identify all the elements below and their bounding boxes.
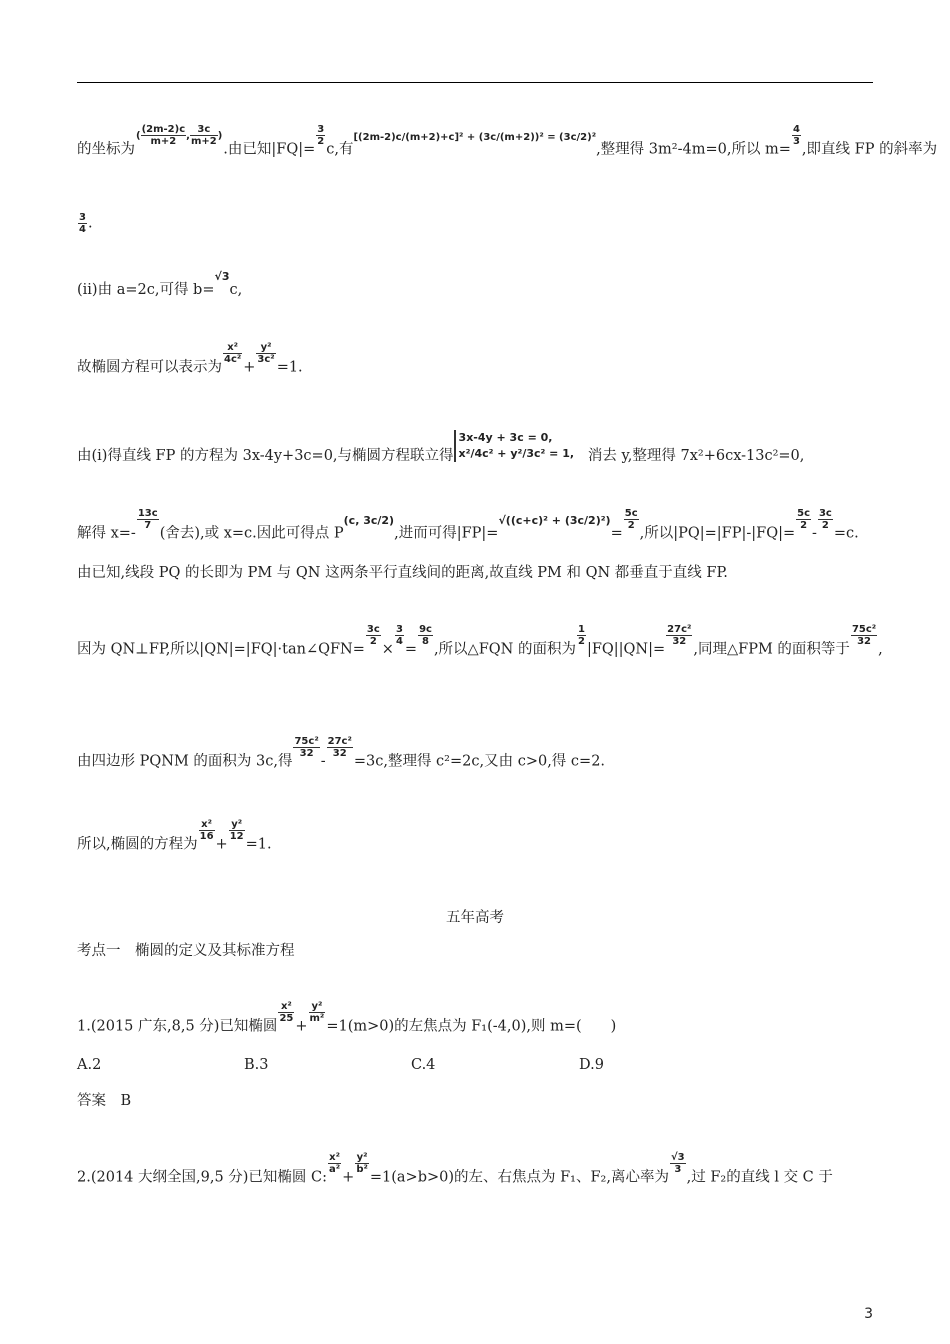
solution-line-7: 由已知,线段 PQ 的长即为 PM 与 QN 这两条平行直线间的距离,故直线 PM 和 QN 都垂直于直线 FP. bbox=[77, 565, 728, 581]
fraction bbox=[670, 1152, 686, 1175]
numerator: 75c² bbox=[294, 736, 319, 747]
choice-d: D.9 bbox=[579, 1057, 604, 1073]
solution-line-6 bbox=[77, 508, 859, 545]
equation-system bbox=[454, 430, 575, 462]
numerator: 27c² bbox=[667, 624, 692, 635]
numerator: 4 bbox=[792, 124, 800, 135]
fraction bbox=[293, 736, 319, 759]
choice-a: A.2 bbox=[77, 1057, 102, 1073]
fraction bbox=[395, 624, 404, 647]
fraction bbox=[256, 342, 275, 365]
denominator: m+2 bbox=[150, 136, 177, 147]
denominator: 16 bbox=[199, 831, 214, 842]
text: - bbox=[320, 753, 326, 770]
denominator: 25 bbox=[279, 1013, 294, 1024]
text: ,同理△FPM 的面积等于 bbox=[693, 641, 850, 658]
numerator: x² bbox=[278, 1001, 294, 1013]
solution-line-4 bbox=[77, 342, 303, 379]
fraction bbox=[418, 624, 433, 647]
fraction: ( $\frac{(2m-2)c}{m+2}$ , $\frac{3c}{m+2}$ ) bbox=[136, 124, 223, 147]
text: × bbox=[381, 641, 394, 658]
text: =1. bbox=[276, 359, 303, 376]
denominator: 2 bbox=[800, 520, 808, 531]
fraction bbox=[624, 508, 639, 531]
text: 1.(2015 广东,8,5 分)已知椭圆 bbox=[77, 1018, 278, 1035]
fraction bbox=[137, 508, 159, 531]
numerator: x² bbox=[223, 342, 242, 354]
text: ,进而可得|FP|= bbox=[394, 525, 499, 542]
denominator: 32 bbox=[299, 748, 314, 759]
text: c,有 bbox=[326, 141, 354, 158]
fraction bbox=[577, 624, 586, 647]
fraction bbox=[366, 624, 381, 647]
text: , bbox=[878, 641, 883, 658]
fraction bbox=[199, 819, 215, 842]
text: + bbox=[342, 1169, 355, 1186]
text: .由已知|FQ|= bbox=[223, 141, 316, 158]
point-expression: (c, 3c/2) bbox=[343, 513, 395, 527]
numerator: 13c bbox=[137, 508, 158, 519]
text: =3c,整理得 c²=2c,又由 c>0,得 c=2. bbox=[353, 753, 606, 770]
text: + bbox=[243, 359, 256, 376]
numerator: y² bbox=[356, 1152, 368, 1163]
fraction bbox=[796, 508, 811, 531]
solution-line-9 bbox=[77, 736, 606, 773]
numerator: 5c bbox=[624, 508, 638, 519]
text: - bbox=[812, 525, 817, 542]
denominator: 3 bbox=[792, 136, 800, 147]
fraction bbox=[278, 1001, 294, 1024]
equation: x²/4c² + y²/3c² = 1, bbox=[458, 447, 575, 460]
text: 所以,椭圆的方程为 bbox=[77, 836, 198, 853]
denominator: 8 bbox=[422, 636, 429, 647]
fraction bbox=[328, 1152, 341, 1175]
denominator: 32 bbox=[332, 748, 347, 759]
fraction bbox=[851, 624, 877, 647]
solution-line-3 bbox=[77, 270, 243, 301]
numerator: y² bbox=[309, 1001, 326, 1013]
text: 由四边形 PQNM 的面积为 3c,得 bbox=[77, 753, 293, 770]
text: =1. bbox=[245, 836, 272, 853]
denominator: 32 bbox=[672, 636, 687, 647]
denominator: 4 bbox=[79, 224, 86, 235]
numerator: y² bbox=[256, 342, 275, 354]
denominator: 32 bbox=[857, 636, 872, 647]
numerator: 9c bbox=[419, 624, 432, 635]
solution-line-1 bbox=[77, 124, 938, 162]
solution-line-10 bbox=[77, 819, 272, 856]
denominator: 4c² bbox=[224, 354, 242, 365]
denominator: m² bbox=[309, 1013, 325, 1024]
numerator: 3 bbox=[317, 124, 325, 135]
section-title: 五年高考 bbox=[446, 910, 504, 926]
fraction bbox=[309, 1001, 326, 1024]
text: 解得 x=- bbox=[77, 525, 136, 542]
question-2 bbox=[77, 1152, 833, 1189]
question-1 bbox=[77, 1001, 617, 1038]
denominator: a² bbox=[329, 1164, 341, 1175]
numerator: 3c bbox=[366, 624, 380, 635]
text: =1(a>b>0)的左、右焦点为 F₁、F₂,离心率为 bbox=[369, 1169, 669, 1186]
text: . bbox=[87, 215, 93, 232]
fraction bbox=[818, 508, 833, 531]
numerator: x² bbox=[199, 819, 215, 831]
text: |FQ||QN|= bbox=[586, 641, 666, 658]
fraction bbox=[792, 124, 801, 147]
equation: 3x-4y + 3c = 0, bbox=[458, 431, 553, 444]
text: 因为 QN⊥FP,所以|QN|=|FQ|·tan∠QFN= bbox=[77, 641, 365, 658]
numerator: 27c² bbox=[327, 736, 352, 747]
sqrt-expression: √((c+c)² + (3c/2)²) bbox=[498, 513, 611, 527]
text: 故椭圆方程可以表示为 bbox=[77, 359, 222, 376]
numerator: 3 bbox=[79, 212, 86, 223]
text: 的坐标为 bbox=[77, 141, 135, 158]
numerator: (2m-2)c bbox=[141, 124, 186, 135]
bracket-expression: [(2m-2)c/(m+2)+c]² + (3c/(m+2))² = (3c/2)² bbox=[353, 131, 597, 143]
answer-line: 答案 B bbox=[77, 1093, 132, 1109]
numerator: 5c bbox=[797, 508, 811, 519]
denominator: 3c² bbox=[257, 354, 275, 365]
denominator: 12 bbox=[229, 831, 244, 842]
denominator: 2 bbox=[317, 136, 325, 147]
sqrt-expression: √3 bbox=[214, 270, 230, 283]
header-rule bbox=[77, 82, 873, 83]
text: (舍去),或 x=c.因此可得点 P bbox=[159, 525, 344, 542]
fraction bbox=[355, 1152, 369, 1175]
text: + bbox=[215, 836, 228, 853]
fraction bbox=[78, 212, 87, 235]
denominator: 2 bbox=[627, 520, 635, 531]
numerator: 75c² bbox=[851, 624, 877, 635]
fraction bbox=[229, 819, 245, 842]
fraction bbox=[666, 624, 692, 647]
text: =c. bbox=[833, 525, 859, 542]
numerator: 3c bbox=[190, 124, 218, 136]
denominator: 2 bbox=[369, 636, 377, 647]
fraction bbox=[316, 124, 325, 147]
text: = bbox=[610, 525, 623, 542]
text: ,过 F₂的直线 l 交 C 于 bbox=[686, 1169, 833, 1186]
denominator: 4 bbox=[395, 636, 403, 647]
text: ,所以|PQ|=|FP|-|FQ|= bbox=[639, 525, 796, 542]
choice-c: C.4 bbox=[411, 1057, 436, 1073]
text: c, bbox=[229, 282, 243, 298]
solution-line-2 bbox=[77, 212, 93, 235]
choice-b: B.3 bbox=[244, 1057, 269, 1073]
denominator: 3 bbox=[674, 1164, 682, 1175]
denominator: m+2 bbox=[190, 136, 217, 147]
numerator: 1 bbox=[577, 624, 585, 635]
text: = bbox=[404, 641, 418, 658]
topic-heading: 考点一 椭圆的定义及其标准方程 bbox=[77, 943, 295, 959]
text: + bbox=[295, 1018, 308, 1035]
denominator: 2 bbox=[821, 520, 829, 531]
denominator: b² bbox=[356, 1164, 368, 1175]
numerator: y² bbox=[229, 819, 245, 831]
solution-line-5 bbox=[77, 431, 805, 472]
numerator: √3 bbox=[670, 1152, 685, 1163]
text: 消去 y,整理得 7x²+6cx-13c²=0, bbox=[587, 448, 805, 464]
text: (ii)由 a=2c,可得 b= bbox=[77, 282, 215, 298]
text: 由(i)得直线 FP 的方程为 3x-4y+3c=0,与椭圆方程联立得 bbox=[77, 448, 454, 464]
denominator: 2 bbox=[577, 636, 585, 647]
solution-line-8 bbox=[77, 624, 883, 661]
numerator: 3 bbox=[395, 624, 403, 635]
numerator: 3c bbox=[818, 508, 832, 519]
denominator: 7 bbox=[144, 520, 152, 531]
page-number: 3 bbox=[864, 1306, 873, 1322]
fraction bbox=[223, 342, 242, 365]
text: =1(m>0)的左焦点为 F₁(-4,0),则 m=( ) bbox=[326, 1018, 617, 1035]
text: ,即直线 FP 的斜率为 bbox=[801, 141, 938, 158]
fraction bbox=[327, 736, 353, 759]
text: 2.(2014 大纲全国,9,5 分)已知椭圆 C: bbox=[77, 1169, 328, 1186]
numerator: x² bbox=[329, 1152, 341, 1163]
text: ,所以△FQN 的面积为 bbox=[433, 641, 576, 658]
text: ,整理得 3m²-4m=0,所以 m= bbox=[596, 141, 791, 158]
